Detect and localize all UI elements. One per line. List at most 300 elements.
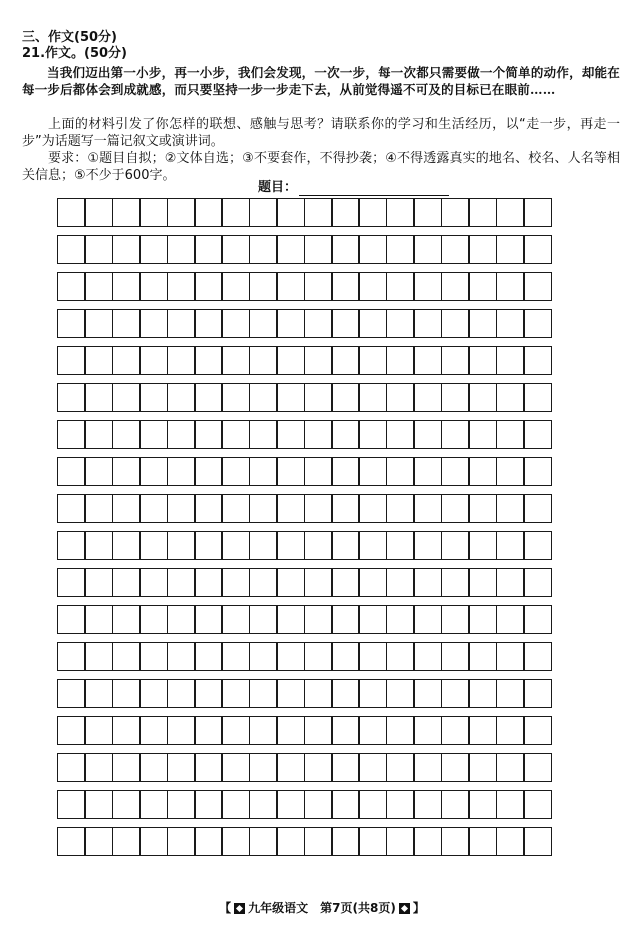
grid-cell[interactable] [496, 531, 525, 560]
grid-cell[interactable] [358, 272, 387, 301]
grid-cell[interactable] [167, 383, 196, 412]
grid-cell[interactable] [413, 827, 442, 856]
grid-cell[interactable] [523, 383, 552, 412]
grid-cell[interactable] [304, 383, 333, 412]
grid-cell[interactable] [112, 420, 141, 449]
grid-cell[interactable] [139, 198, 168, 227]
grid-cell[interactable] [84, 420, 113, 449]
grid-cell[interactable] [221, 420, 250, 449]
grid-cell[interactable] [468, 531, 497, 560]
grid-cell[interactable] [386, 642, 415, 671]
grid-cell[interactable] [358, 605, 387, 634]
grid-cell[interactable] [167, 716, 196, 745]
grid-cell[interactable] [112, 827, 141, 856]
grid-cell[interactable] [167, 642, 196, 671]
grid-cell[interactable] [84, 272, 113, 301]
grid-cell[interactable] [441, 457, 470, 486]
grid-cell[interactable] [221, 235, 250, 264]
grid-cell[interactable] [112, 531, 141, 560]
grid-cell[interactable] [413, 753, 442, 782]
grid-cell[interactable] [167, 309, 196, 338]
grid-cell[interactable] [468, 198, 497, 227]
grid-cell[interactable] [468, 457, 497, 486]
grid-cell[interactable] [84, 531, 113, 560]
grid-cell[interactable] [386, 531, 415, 560]
grid-cell[interactable] [276, 531, 305, 560]
grid-cell[interactable] [413, 790, 442, 819]
grid-cell[interactable] [276, 827, 305, 856]
grid-cell[interactable] [331, 605, 360, 634]
grid-cell[interactable] [496, 827, 525, 856]
grid-cell[interactable] [413, 494, 442, 523]
grid-cell[interactable] [331, 235, 360, 264]
grid-cell[interactable] [358, 531, 387, 560]
grid-cell[interactable] [358, 753, 387, 782]
grid-cell[interactable] [331, 790, 360, 819]
grid-cell[interactable] [523, 531, 552, 560]
grid-cell[interactable] [167, 272, 196, 301]
grid-cell[interactable] [523, 420, 552, 449]
grid-cell[interactable] [84, 457, 113, 486]
grid-cell[interactable] [167, 346, 196, 375]
grid-cell[interactable] [441, 420, 470, 449]
grid-cell[interactable] [468, 568, 497, 597]
grid-cell[interactable] [358, 568, 387, 597]
grid-cell[interactable] [57, 235, 86, 264]
grid-cell[interactable] [249, 605, 278, 634]
grid-cell[interactable] [194, 642, 223, 671]
grid-cell[interactable] [331, 716, 360, 745]
grid-cell[interactable] [57, 568, 86, 597]
grid-cell[interactable] [304, 716, 333, 745]
grid-cell[interactable] [194, 568, 223, 597]
grid-cell[interactable] [468, 679, 497, 708]
grid-cell[interactable] [112, 235, 141, 264]
grid-cell[interactable] [331, 494, 360, 523]
grid-cell[interactable] [468, 642, 497, 671]
grid-cell[interactable] [221, 346, 250, 375]
grid-cell[interactable] [386, 198, 415, 227]
grid-cell[interactable] [112, 457, 141, 486]
grid-cell[interactable] [496, 605, 525, 634]
grid-cell[interactable] [57, 346, 86, 375]
grid-cell[interactable] [57, 642, 86, 671]
topic-blank-field[interactable] [299, 183, 449, 196]
grid-cell[interactable] [221, 605, 250, 634]
grid-cell[interactable] [194, 605, 223, 634]
grid-cell[interactable] [276, 198, 305, 227]
grid-cell[interactable] [112, 272, 141, 301]
grid-cell[interactable] [112, 716, 141, 745]
grid-cell[interactable] [468, 383, 497, 412]
grid-cell[interactable] [194, 753, 223, 782]
grid-cell[interactable] [331, 679, 360, 708]
grid-cell[interactable] [304, 568, 333, 597]
grid-cell[interactable] [57, 272, 86, 301]
grid-cell[interactable] [304, 198, 333, 227]
grid-cell[interactable] [304, 827, 333, 856]
grid-cell[interactable] [112, 346, 141, 375]
grid-cell[interactable] [358, 827, 387, 856]
grid-cell[interactable] [249, 198, 278, 227]
grid-cell[interactable] [249, 827, 278, 856]
grid-cell[interactable] [84, 716, 113, 745]
grid-cell[interactable] [139, 309, 168, 338]
grid-cell[interactable] [249, 235, 278, 264]
grid-cell[interactable] [167, 679, 196, 708]
grid-cell[interactable] [386, 716, 415, 745]
grid-cell[interactable] [276, 309, 305, 338]
grid-cell[interactable] [276, 790, 305, 819]
grid-cell[interactable] [194, 309, 223, 338]
grid-cell[interactable] [358, 346, 387, 375]
grid-cell[interactable] [276, 346, 305, 375]
grid-cell[interactable] [194, 346, 223, 375]
grid-cell[interactable] [441, 531, 470, 560]
grid-cell[interactable] [496, 568, 525, 597]
grid-cell[interactable] [84, 309, 113, 338]
grid-cell[interactable] [221, 494, 250, 523]
grid-cell[interactable] [413, 272, 442, 301]
grid-cell[interactable] [167, 494, 196, 523]
grid-cell[interactable] [331, 198, 360, 227]
grid-cell[interactable] [413, 235, 442, 264]
grid-cell[interactable] [358, 457, 387, 486]
grid-cell[interactable] [112, 679, 141, 708]
grid-cell[interactable] [167, 457, 196, 486]
grid-cell[interactable] [139, 753, 168, 782]
writing-grid[interactable] [57, 198, 579, 864]
grid-cell[interactable] [358, 716, 387, 745]
grid-cell[interactable] [441, 346, 470, 375]
grid-cell[interactable] [496, 346, 525, 375]
grid-cell[interactable] [304, 235, 333, 264]
grid-cell[interactable] [194, 457, 223, 486]
grid-cell[interactable] [139, 494, 168, 523]
grid-cell[interactable] [167, 198, 196, 227]
grid-cell[interactable] [523, 272, 552, 301]
grid-cell[interactable] [441, 679, 470, 708]
grid-cell[interactable] [304, 605, 333, 634]
grid-cell[interactable] [84, 642, 113, 671]
grid-cell[interactable] [441, 494, 470, 523]
grid-cell[interactable] [84, 383, 113, 412]
grid-cell[interactable] [276, 716, 305, 745]
grid-cell[interactable] [386, 827, 415, 856]
grid-cell[interactable] [523, 790, 552, 819]
grid-cell[interactable] [249, 272, 278, 301]
grid-cell[interactable] [496, 790, 525, 819]
grid-cell[interactable] [468, 494, 497, 523]
grid-cell[interactable] [496, 679, 525, 708]
grid-cell[interactable] [57, 531, 86, 560]
grid-cell[interactable] [249, 383, 278, 412]
grid-cell[interactable] [194, 272, 223, 301]
grid-cell[interactable] [386, 420, 415, 449]
grid-cell[interactable] [358, 642, 387, 671]
grid-cell[interactable] [194, 827, 223, 856]
grid-cell[interactable] [358, 494, 387, 523]
grid-cell[interactable] [441, 309, 470, 338]
grid-cell[interactable] [523, 494, 552, 523]
grid-cell[interactable] [139, 346, 168, 375]
grid-cell[interactable] [249, 568, 278, 597]
grid-cell[interactable] [249, 790, 278, 819]
grid-cell[interactable] [496, 642, 525, 671]
grid-cell[interactable] [249, 346, 278, 375]
grid-cell[interactable] [84, 753, 113, 782]
grid-cell[interactable] [496, 309, 525, 338]
grid-cell[interactable] [57, 494, 86, 523]
grid-cell[interactable] [386, 605, 415, 634]
grid-cell[interactable] [441, 790, 470, 819]
grid-cell[interactable] [249, 753, 278, 782]
grid-cell[interactable] [523, 198, 552, 227]
grid-cell[interactable] [413, 716, 442, 745]
grid-cell[interactable] [221, 716, 250, 745]
grid-cell[interactable] [523, 568, 552, 597]
grid-cell[interactable] [304, 494, 333, 523]
grid-cell[interactable] [57, 790, 86, 819]
grid-cell[interactable] [441, 383, 470, 412]
grid-cell[interactable] [84, 494, 113, 523]
grid-cell[interactable] [358, 420, 387, 449]
grid-cell[interactable] [358, 198, 387, 227]
grid-cell[interactable] [496, 272, 525, 301]
grid-cell[interactable] [139, 383, 168, 412]
grid-cell[interactable] [386, 679, 415, 708]
grid-cell[interactable] [468, 827, 497, 856]
grid-cell[interactable] [276, 568, 305, 597]
grid-cell[interactable] [57, 198, 86, 227]
grid-cell[interactable] [139, 568, 168, 597]
grid-cell[interactable] [468, 346, 497, 375]
grid-cell[interactable] [249, 716, 278, 745]
grid-cell[interactable] [523, 827, 552, 856]
grid-cell[interactable] [57, 457, 86, 486]
grid-cell[interactable] [386, 753, 415, 782]
grid-cell[interactable] [386, 790, 415, 819]
grid-cell[interactable] [139, 642, 168, 671]
grid-cell[interactable] [139, 605, 168, 634]
grid-cell[interactable] [194, 716, 223, 745]
grid-cell[interactable] [139, 679, 168, 708]
grid-cell[interactable] [386, 383, 415, 412]
grid-cell[interactable] [496, 716, 525, 745]
grid-cell[interactable] [304, 346, 333, 375]
grid-cell[interactable] [194, 235, 223, 264]
grid-cell[interactable] [304, 679, 333, 708]
grid-cell[interactable] [523, 605, 552, 634]
grid-cell[interactable] [112, 198, 141, 227]
grid-cell[interactable] [413, 568, 442, 597]
grid-cell[interactable] [386, 272, 415, 301]
grid-cell[interactable] [413, 457, 442, 486]
grid-cell[interactable] [84, 605, 113, 634]
grid-cell[interactable] [84, 346, 113, 375]
grid-cell[interactable] [331, 420, 360, 449]
grid-cell[interactable] [523, 457, 552, 486]
grid-cell[interactable] [194, 420, 223, 449]
grid-cell[interactable] [386, 309, 415, 338]
grid-cell[interactable] [84, 679, 113, 708]
grid-cell[interactable] [112, 568, 141, 597]
grid-cell[interactable] [249, 309, 278, 338]
grid-cell[interactable] [194, 531, 223, 560]
grid-cell[interactable] [276, 457, 305, 486]
grid-cell[interactable] [331, 346, 360, 375]
grid-cell[interactable] [413, 605, 442, 634]
grid-cell[interactable] [468, 605, 497, 634]
grid-cell[interactable] [386, 457, 415, 486]
grid-cell[interactable] [331, 309, 360, 338]
grid-cell[interactable] [413, 383, 442, 412]
grid-cell[interactable] [523, 642, 552, 671]
grid-cell[interactable] [523, 753, 552, 782]
grid-cell[interactable] [413, 531, 442, 560]
grid-cell[interactable] [468, 790, 497, 819]
grid-cell[interactable] [523, 679, 552, 708]
grid-cell[interactable] [139, 790, 168, 819]
grid-cell[interactable] [57, 383, 86, 412]
grid-cell[interactable] [57, 420, 86, 449]
grid-cell[interactable] [57, 605, 86, 634]
grid-cell[interactable] [112, 383, 141, 412]
grid-cell[interactable] [304, 272, 333, 301]
grid-cell[interactable] [441, 568, 470, 597]
grid-cell[interactable] [221, 383, 250, 412]
grid-cell[interactable] [139, 716, 168, 745]
grid-cell[interactable] [413, 679, 442, 708]
grid-cell[interactable] [358, 790, 387, 819]
grid-cell[interactable] [304, 642, 333, 671]
grid-cell[interactable] [304, 309, 333, 338]
grid-cell[interactable] [167, 235, 196, 264]
grid-cell[interactable] [57, 309, 86, 338]
grid-cell[interactable] [386, 346, 415, 375]
grid-cell[interactable] [221, 790, 250, 819]
grid-cell[interactable] [57, 716, 86, 745]
grid-cell[interactable] [496, 494, 525, 523]
grid-cell[interactable] [57, 827, 86, 856]
grid-cell[interactable] [221, 679, 250, 708]
grid-cell[interactable] [496, 420, 525, 449]
grid-cell[interactable] [304, 790, 333, 819]
grid-cell[interactable] [276, 235, 305, 264]
grid-cell[interactable] [468, 235, 497, 264]
grid-cell[interactable] [276, 383, 305, 412]
grid-cell[interactable] [468, 716, 497, 745]
grid-cell[interactable] [84, 568, 113, 597]
grid-cell[interactable] [441, 235, 470, 264]
grid-cell[interactable] [112, 605, 141, 634]
grid-cell[interactable] [57, 679, 86, 708]
grid-cell[interactable] [331, 272, 360, 301]
grid-cell[interactable] [441, 198, 470, 227]
grid-cell[interactable] [413, 309, 442, 338]
grid-cell[interactable] [331, 753, 360, 782]
grid-cell[interactable] [523, 716, 552, 745]
grid-cell[interactable] [194, 494, 223, 523]
grid-cell[interactable] [112, 309, 141, 338]
grid-cell[interactable] [276, 679, 305, 708]
grid-cell[interactable] [84, 790, 113, 819]
grid-cell[interactable] [276, 420, 305, 449]
grid-cell[interactable] [84, 198, 113, 227]
grid-cell[interactable] [167, 753, 196, 782]
grid-cell[interactable] [276, 272, 305, 301]
grid-cell[interactable] [358, 383, 387, 412]
grid-cell[interactable] [221, 531, 250, 560]
grid-cell[interactable] [139, 827, 168, 856]
grid-cell[interactable] [221, 568, 250, 597]
grid-cell[interactable] [167, 568, 196, 597]
grid-cell[interactable] [468, 420, 497, 449]
grid-cell[interactable] [468, 309, 497, 338]
grid-cell[interactable] [304, 531, 333, 560]
grid-cell[interactable] [331, 531, 360, 560]
grid-cell[interactable] [413, 642, 442, 671]
grid-cell[interactable] [139, 531, 168, 560]
grid-cell[interactable] [249, 420, 278, 449]
grid-cell[interactable] [496, 198, 525, 227]
grid-cell[interactable] [221, 753, 250, 782]
grid-cell[interactable] [496, 235, 525, 264]
grid-cell[interactable] [167, 790, 196, 819]
grid-cell[interactable] [167, 605, 196, 634]
grid-cell[interactable] [249, 531, 278, 560]
grid-cell[interactable] [112, 642, 141, 671]
grid-cell[interactable] [221, 272, 250, 301]
grid-cell[interactable] [276, 642, 305, 671]
grid-cell[interactable] [331, 642, 360, 671]
grid-cell[interactable] [139, 457, 168, 486]
grid-cell[interactable] [468, 753, 497, 782]
grid-cell[interactable] [194, 383, 223, 412]
grid-cell[interactable] [276, 605, 305, 634]
grid-cell[interactable] [249, 642, 278, 671]
grid-cell[interactable] [413, 420, 442, 449]
grid-cell[interactable] [139, 272, 168, 301]
grid-cell[interactable] [112, 753, 141, 782]
grid-cell[interactable] [112, 790, 141, 819]
grid-cell[interactable] [194, 679, 223, 708]
grid-cell[interactable] [413, 198, 442, 227]
grid-cell[interactable] [167, 531, 196, 560]
grid-cell[interactable] [276, 753, 305, 782]
grid-cell[interactable] [496, 753, 525, 782]
grid-cell[interactable] [441, 642, 470, 671]
grid-cell[interactable] [523, 235, 552, 264]
grid-cell[interactable] [331, 383, 360, 412]
grid-cell[interactable] [249, 494, 278, 523]
grid-cell[interactable] [139, 235, 168, 264]
grid-cell[interactable] [167, 420, 196, 449]
grid-cell[interactable] [496, 383, 525, 412]
grid-cell[interactable] [358, 309, 387, 338]
grid-cell[interactable] [304, 420, 333, 449]
grid-cell[interactable] [523, 346, 552, 375]
grid-cell[interactable] [358, 235, 387, 264]
grid-cell[interactable] [221, 457, 250, 486]
grid-cell[interactable] [441, 272, 470, 301]
grid-cell[interactable] [441, 753, 470, 782]
grid-cell[interactable] [386, 494, 415, 523]
grid-cell[interactable] [358, 679, 387, 708]
grid-cell[interactable] [221, 642, 250, 671]
grid-cell[interactable] [139, 420, 168, 449]
grid-cell[interactable] [167, 827, 196, 856]
